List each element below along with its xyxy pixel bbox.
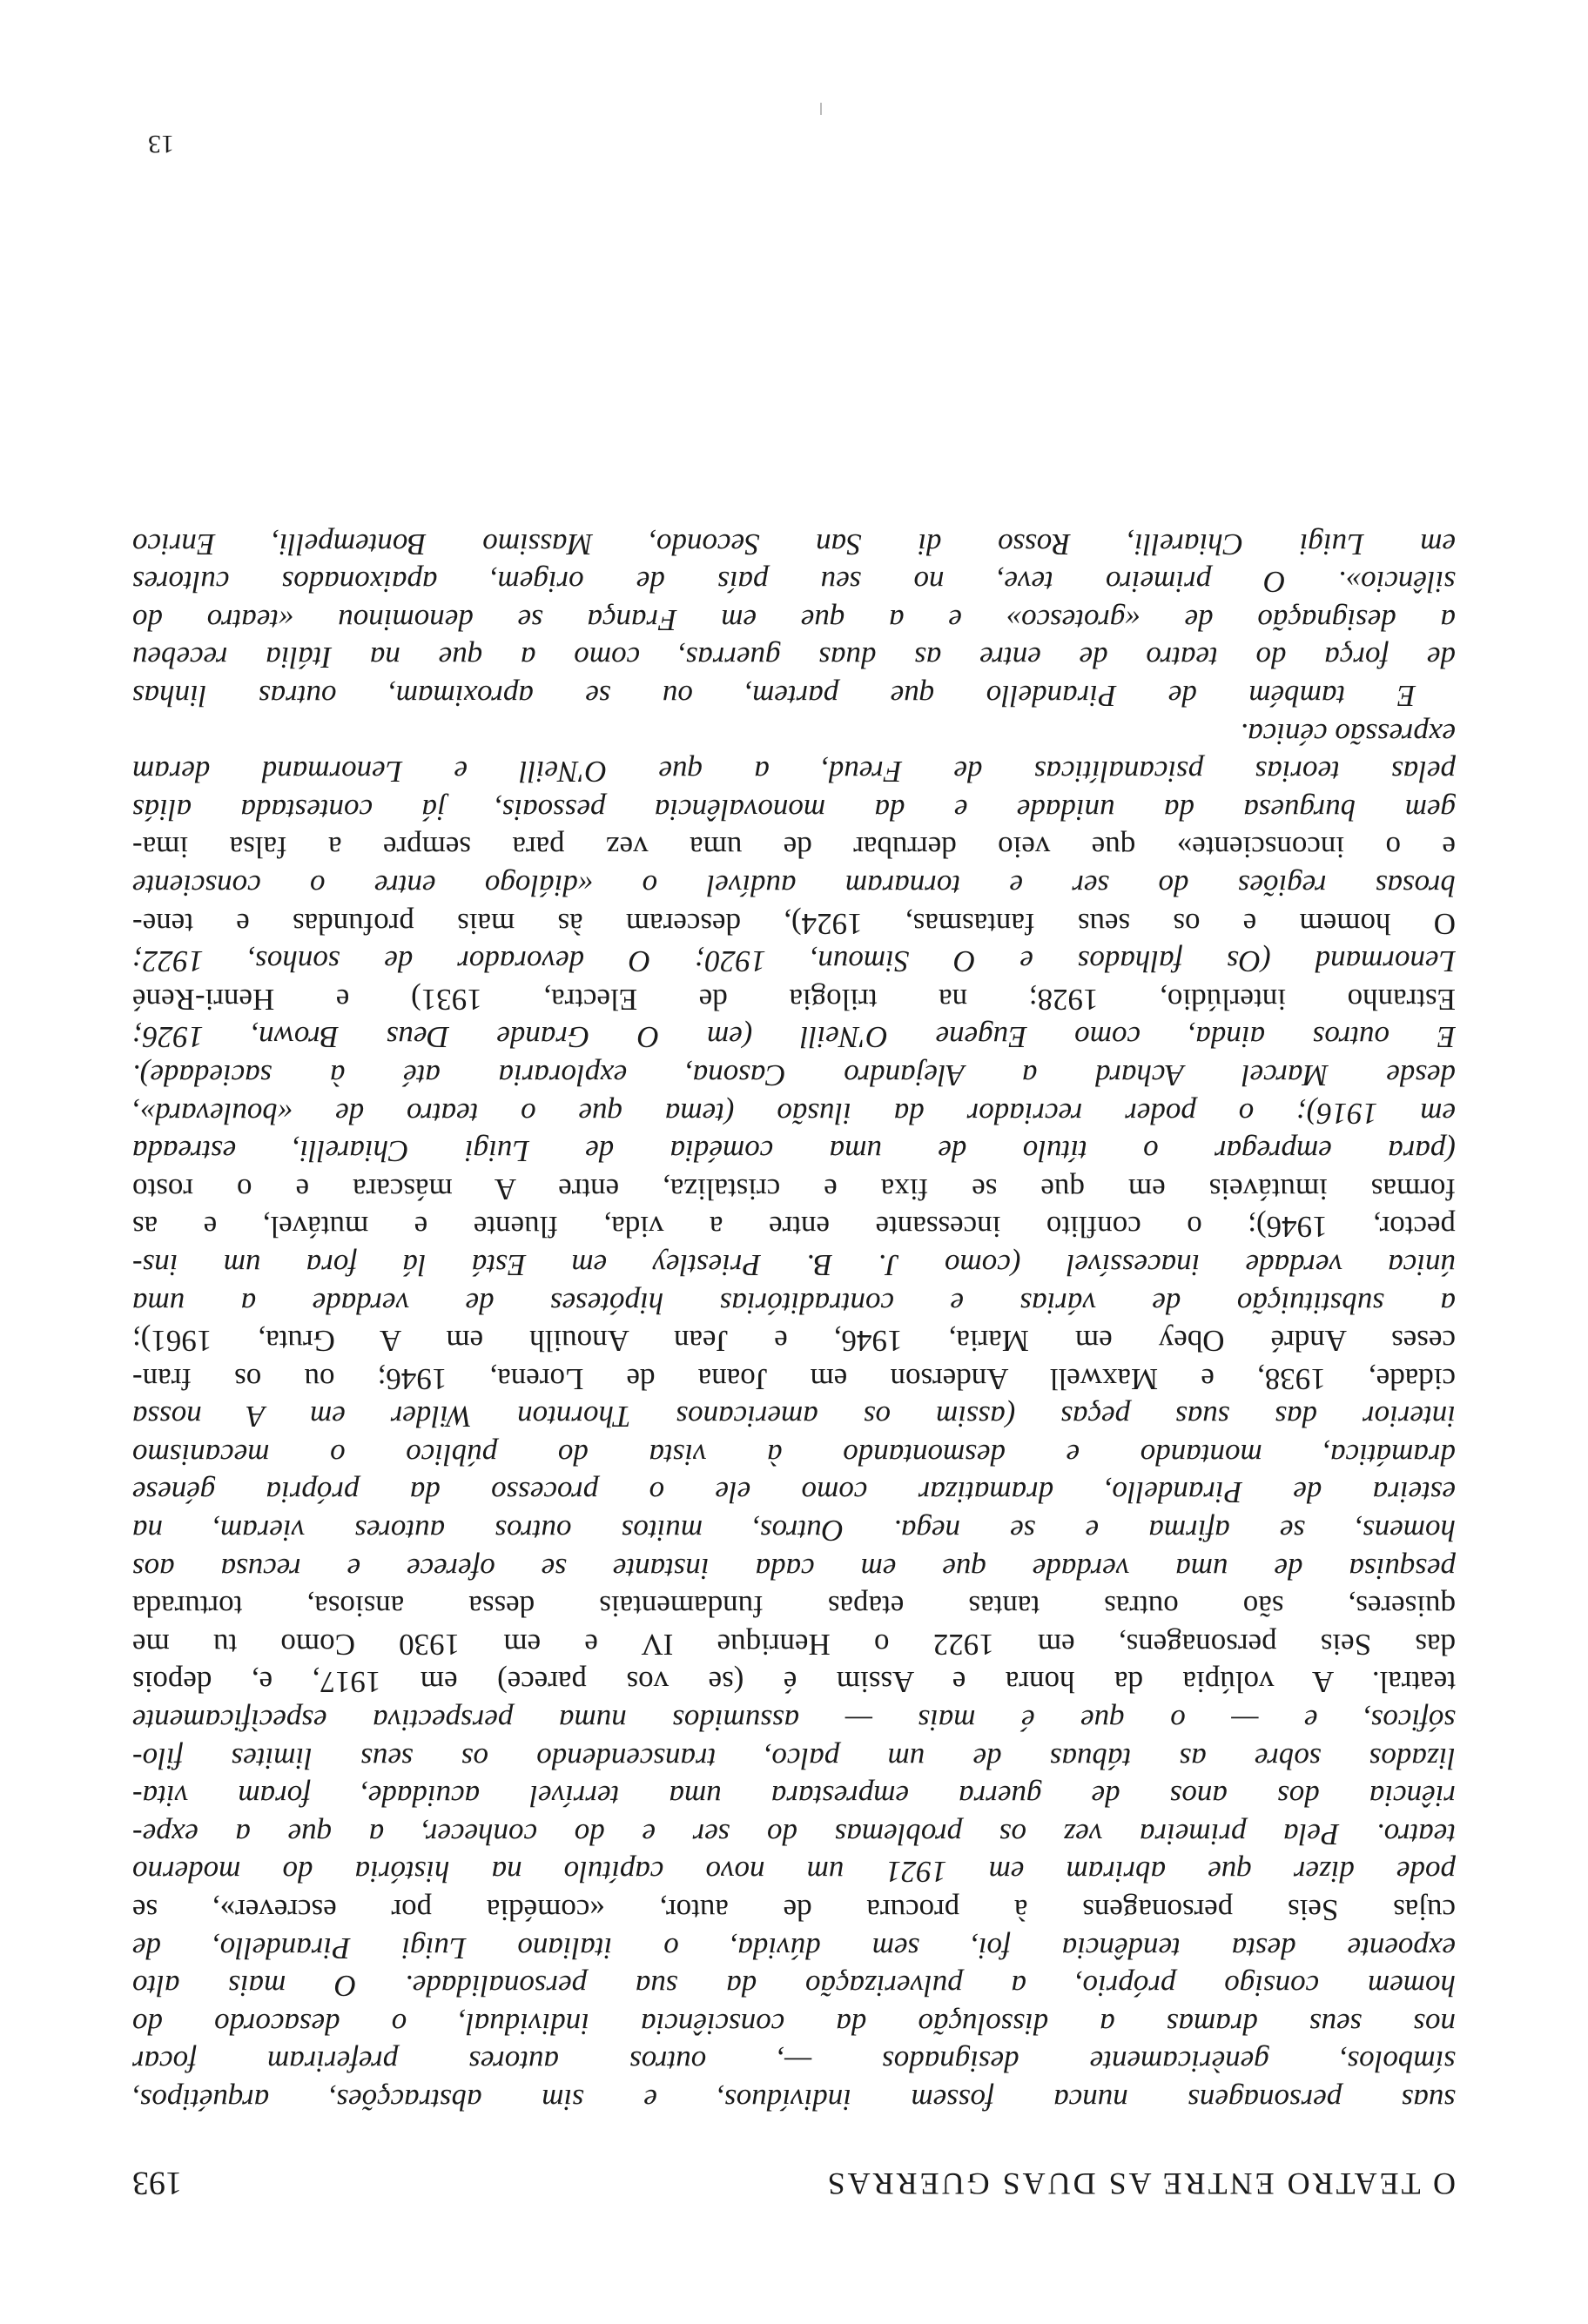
page-number: 193	[132, 2165, 182, 2201]
text-line: a designação de «grotesco» e a que em França se denominou «teatro do	[132, 602, 1456, 637]
text-line: expressão cénica.	[1240, 716, 1456, 751]
text-line: de força do teatro de entre as duas guerras, como a que na Itália recebeu	[132, 641, 1456, 675]
text-line: desde Marcel Achard a Alejandro Casona, exploraria até à saciedade).	[132, 1058, 1456, 1092]
text-line: e o inconsciente» que veio derrubar de uma vez para sempre a falsa ima-	[132, 830, 1456, 865]
text-line: E também de Pirandello que partem, ou se aproximam, outras linhas	[132, 679, 1416, 714]
text-line: E outros ainda, como Eugene O'Neill (em O Grande Deus Brown, 1926;	[132, 1020, 1456, 1055]
text-line: homem consigo próprio, a pulverização da sua personalidade. O mais alto	[132, 1969, 1456, 2004]
text-line: Estranho interlúdio, 1928; na trilogia de Electra, 1931) e Henri-René	[132, 982, 1456, 1017]
running-title: O TEATRO ENTRE AS DUAS GUERRAS	[824, 2166, 1456, 2201]
text-line: nos seus dramas a dissolução da consciência individual, o desacordo do	[132, 2006, 1456, 2041]
text-line: símbolos, genèricamente designados —, outros autores preferiram focar	[132, 2045, 1456, 2079]
text-line: formas imutáveis em que se fixa e cristaliza, entre A máscara e o rosto	[132, 1172, 1456, 1206]
text-line: interior das suas peças (assim os americanos Thornton Wilder em A nossa	[132, 1400, 1456, 1434]
text-line: (para empregar o título de uma comédia de Luigi Chiarelli, estreada	[132, 1134, 1456, 1169]
text-line: O homem e os seus fantasmas, 1924), desceram às mais profundas e tene-	[132, 906, 1456, 941]
text-line: lizados sobre as tábuas de um palco, transcendendo os seus limites filo-	[132, 1741, 1456, 1776]
text-line: a substituição de várias e contraditórias hipóteses de verdade a uma	[132, 1286, 1456, 1320]
text-line: riência dos anos de guerra emprestara uma terrível acuidade, foram vita-	[132, 1779, 1456, 1814]
text-line: teatral. A volúpia da honra e Assim é (se vos parece) em 1917, e, depois	[132, 1665, 1456, 1700]
text-line: em 1916); o poder recriador da ilusão (tema que o teatro de «boulevard»,	[132, 1096, 1456, 1131]
text-line: suas personagens nunca fossem indivíduos, e sim abstracções, arquétipos,	[132, 2083, 1456, 2117]
text-line: ceses André Obey em Maria, 1946, e Jean Anouilh em A Gruta, 1961);	[132, 1324, 1456, 1359]
text-line: silêncio». O primeiro teve, no seu país de origem, apaixonados cultores	[132, 565, 1456, 600]
page-mark	[820, 103, 822, 115]
text-line: teatro. Pela primeira vez os problemas do ser e do conhecer, a que a expe-	[132, 1817, 1456, 1851]
running-head	[132, 2150, 1456, 2202]
body-text	[132, 525, 1456, 2119]
text-line: pesquisa de uma verdade que em cada instante se oferece e recusa aos	[132, 1551, 1456, 1586]
text-line: pelas teorias psicanalíticas de Freud, a que O'Neill e Lenormand deram	[132, 755, 1456, 789]
text-line: cujas Seis personagens à procura de autor, «comédia por escrever», se	[132, 1893, 1456, 1928]
text-line: dramática, montando e desmontando à vista do público o mecanismo	[132, 1437, 1456, 1472]
text-line: Lenormand (Os falhados e O Simoun, 1920; O devorador de sonhos, 1922;	[132, 944, 1456, 979]
text-line: esteira de Pirandello, dramatizar como ele o processo da própria génese	[132, 1475, 1456, 1510]
text-line: das Seis personagens, em 1922 o Henrique IV e em 1930 Como tu me	[132, 1627, 1456, 1662]
text-line: cidade, 1938, e Maxwell Anderson em Joana de Lorena, 1946; ou os fran-	[132, 1361, 1456, 1396]
text-line: única verdade inacessível (como J. B. Priestley em Está lá fora um ins-	[132, 1247, 1456, 1282]
text-line: gem burguesa da unidade e da monovalência pessoais, já contestada aliás	[132, 792, 1456, 827]
text-line: pode dizer que abriram em 1921 um novo capítulo na história do moderno	[132, 1855, 1456, 1890]
text-line: em Luigi Chiarelli, Rosso di San Secondo, Massimo Bontempelli, Enrico	[132, 527, 1456, 561]
text-line: homens, se afirma e se nega. Outros, muitos outros autores vieram, na	[132, 1514, 1456, 1548]
printer-signature: 13	[148, 130, 174, 158]
text-line: brosas regiões do ser e tornaram audível o «diálogo entre o consciente	[132, 869, 1456, 903]
text-line: quiseres, são outras tantas etapas fundamentais dessa ansiosa, torturada	[132, 1589, 1456, 1624]
text-line: expoente desta tendência foi, sem dúvida, o italiano Luigi Pirandello, de	[132, 1931, 1456, 1965]
text-line: sóficos, e — o que é mais — assumidos numa perspectiva especìficamente	[132, 1703, 1456, 1738]
text-line: pector, 1946); o conflito incessante entre a vida, fluente e mutável, e as	[132, 1210, 1456, 1245]
